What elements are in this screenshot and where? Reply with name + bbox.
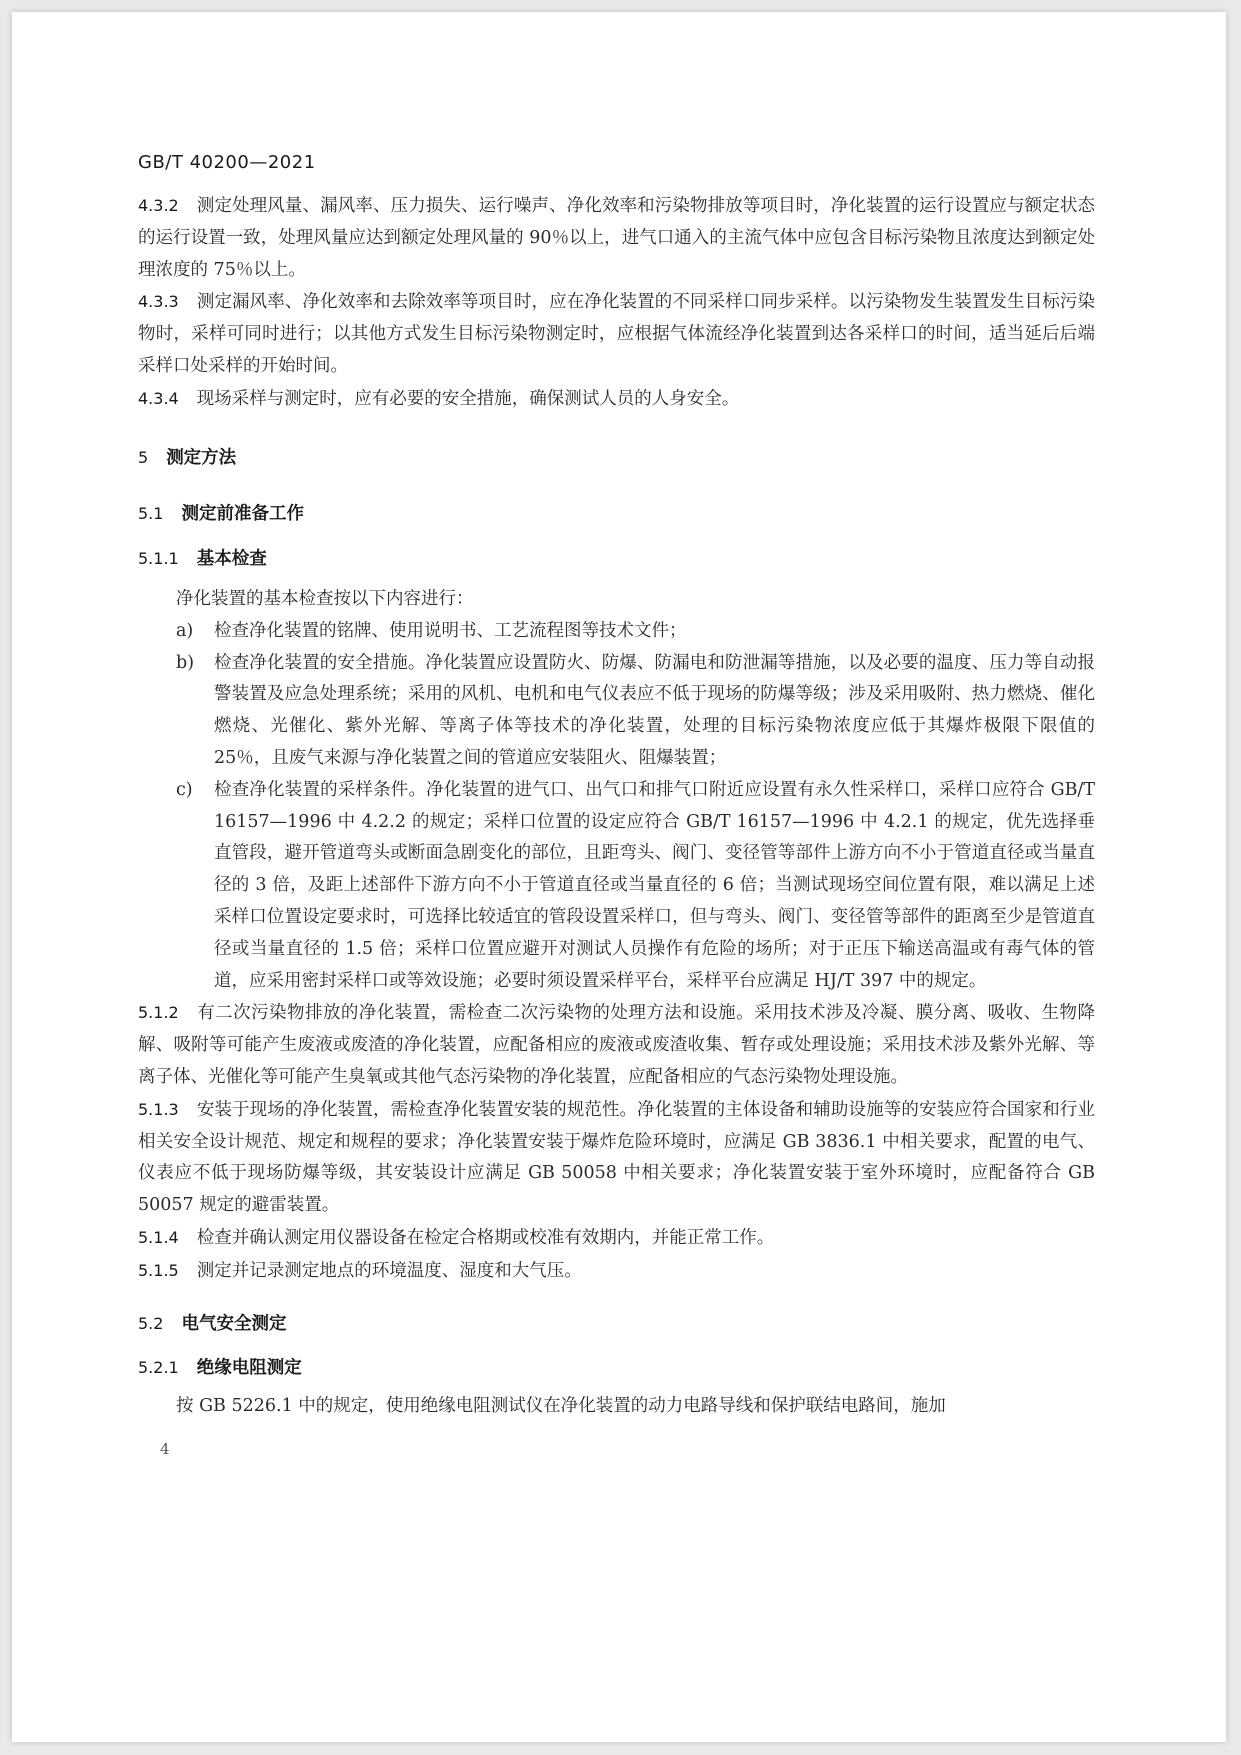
clause-text: 测定并记录测定地点的环境温度、湿度和大气压。	[196, 1260, 582, 1281]
clause-number: 4.3.4	[138, 388, 179, 408]
list-item-c	[138, 775, 1095, 998]
section-number: 5	[138, 447, 149, 467]
section-heading-5-2-1	[138, 1352, 1095, 1385]
list-marker: b)	[176, 652, 195, 673]
clause-5-1-3	[138, 1094, 1095, 1222]
section-title: 基本检查	[196, 549, 267, 570]
list-item-text: 检查净化装置的采样条件。净化装置的进气口、出气口和排气口附近应设置有永久性采样口，采样口应符合 GB/T 16157—1996 中 4.2.2 的规定；采样口位置的设定应符合 GB/T 16157—1996 中 4.2.1 的规定，优先选择垂直管段，避开管道弯头或断面急剧变化的部位，且距弯头、阀门、变径管等部件上游方向不小于管道直径或当量直径的 3 倍，及距上述部件下游方向不小于管道直径或当量直径的 6 倍；当测试现场空间位置有限，难以满足上述采样口位置设定要求时，可选择比较适宜的管段设置采样口，但与弯头、阀门、变径管等部件的距离至少是管道直径或当量直径的 1.5 倍；采样口位置应避开对测试人员操作有危险的场所；对于正压下输送高温或有毒气体的管道，应采用密封采样口或等效设施；必要时须设置采样平台，采样平台应满足 HJ/T 397 中的规定。	[214, 779, 1095, 991]
clause-text: 检查并确认测定用仪器设备在检定合格期或校准有效期内，并能正常工作。	[196, 1227, 775, 1248]
document-body	[138, 190, 1095, 1423]
clause-number: 5.1.2	[138, 1003, 179, 1023]
list-item-b	[138, 648, 1095, 775]
list-item-text: 检查净化装置的安全措施。净化装置应设置防火、防爆、防漏电和防泄漏等措施，以及必要的温度、压力等自动报警装置及应急处理系统；采用的风机、电机和电气仪表应不低于现场的防爆等级；涉及采用吸附、热力燃烧、催化燃烧、光催化、紫外光解、等离子体等技术的净化装置，处理的目标污染物浓度应低于其爆炸极限下限值的 25％，且废气来源与净化装置之间的管道应安装阻火、阻爆装置；	[214, 652, 1095, 768]
clause-4-3-2	[138, 190, 1095, 286]
page-number: 4	[160, 1440, 170, 1458]
list-item-a	[138, 616, 1095, 648]
section-number: 5.1	[138, 504, 164, 524]
section-heading-5-2	[138, 1308, 1095, 1341]
clause-4-3-3	[138, 286, 1095, 382]
clause-4-3-4	[138, 383, 1095, 416]
section-number: 5.2	[138, 1313, 164, 1333]
standard-code-header: GB/T 40200—2021	[138, 152, 316, 173]
clause-number: 5.1.5	[138, 1260, 179, 1280]
clause-number: 5.1.4	[138, 1227, 179, 1247]
section-heading-5	[138, 442, 1095, 475]
list-marker: a)	[176, 620, 194, 641]
check-intro: 净化装置的基本检查按以下内容进行：	[176, 588, 474, 609]
clause-text: 现场采样与测定时，应有必要的安全措施，确保测试人员的人身安全。	[196, 388, 740, 409]
clause-text: 有二次污染物排放的净化装置，需检查二次污染物的处理方法和设施。采用技术涉及冷凝、膜分离、吸收、生物降解、吸附等可能产生废液或废渣的净化装置，应配备相应的废液或废渣收集、暂存或处理设施；采用技术涉及紫外光解、等离子体、光催化等可能产生臭氧或其他气态污染物的净化装置，应配备相应的气态污染物处理设施。	[138, 1003, 1095, 1087]
list-marker: c)	[176, 779, 193, 800]
clause-5-1-2	[138, 997, 1095, 1093]
section-number: 5.1.1	[138, 549, 179, 569]
clause-number: 4.3.2	[138, 196, 179, 215]
section-title: 测定方法	[166, 447, 237, 468]
section-heading-5-1	[138, 498, 1095, 531]
section-number: 5.2.1	[138, 1358, 179, 1378]
list-item-text: 检查净化装置的铭牌、使用说明书、工艺流程图等技术文件；	[214, 620, 687, 641]
clause-5-1-5	[138, 1255, 1095, 1288]
clause-number: 5.1.3	[138, 1099, 179, 1119]
section-title: 测定前准备工作	[181, 504, 304, 525]
insulation-text: 按 GB 5226.1 中的规定，使用绝缘电阻测试仪在净化装置的动力电路导线和保护联结电路间，施加	[176, 1396, 946, 1417]
section-title: 绝缘电阻测定	[196, 1358, 302, 1379]
clause-number: 4.3.3	[138, 292, 179, 312]
document-page	[12, 12, 1226, 1742]
clause-text: 测定处理风量、漏风率、压力损失、运行噪声、净化效率和污染物排放等项目时，净化装置的运行设置应与额定状态的运行设置一致，处理风量应达到额定处理风量的 90％以上，进气口通入的主流气体中应包含目标污染物且浓度达到额定处理浓度的 75％以上。	[138, 196, 1095, 280]
clause-text: 测定漏风率、净化效率和去除效率等项目时，应在净化装置的不同采样口同步采样。以污染物发生装置发生目标污染物时，采样可同时进行；以其他方式发生目标污染物测定时，应根据气体流经净化装置到达各采样口的时间，适当延后后端采样口处采样的开始时间。	[138, 292, 1095, 376]
clause-5-1-4	[138, 1222, 1095, 1255]
section-heading-5-1-1	[138, 543, 1095, 576]
clause-text: 安装于现场的净化装置，需检查净化装置安装的规范性。净化装置的主体设备和辅助设施等的安装应符合国家和行业相关安全设计规范、规定和规程的要求；净化装置安装于爆炸危险环境时，应满足 GB 3836.1 中相关要求，配置的电气、仪表应不低于现场防爆等级，其安装设计应满足 GB 50058 中相关要求；净化装置安装于室外环境时，应配备符合 GB 50057 规定的避雷装置。	[138, 1099, 1095, 1216]
section-title: 电气安全测定	[181, 1313, 287, 1334]
